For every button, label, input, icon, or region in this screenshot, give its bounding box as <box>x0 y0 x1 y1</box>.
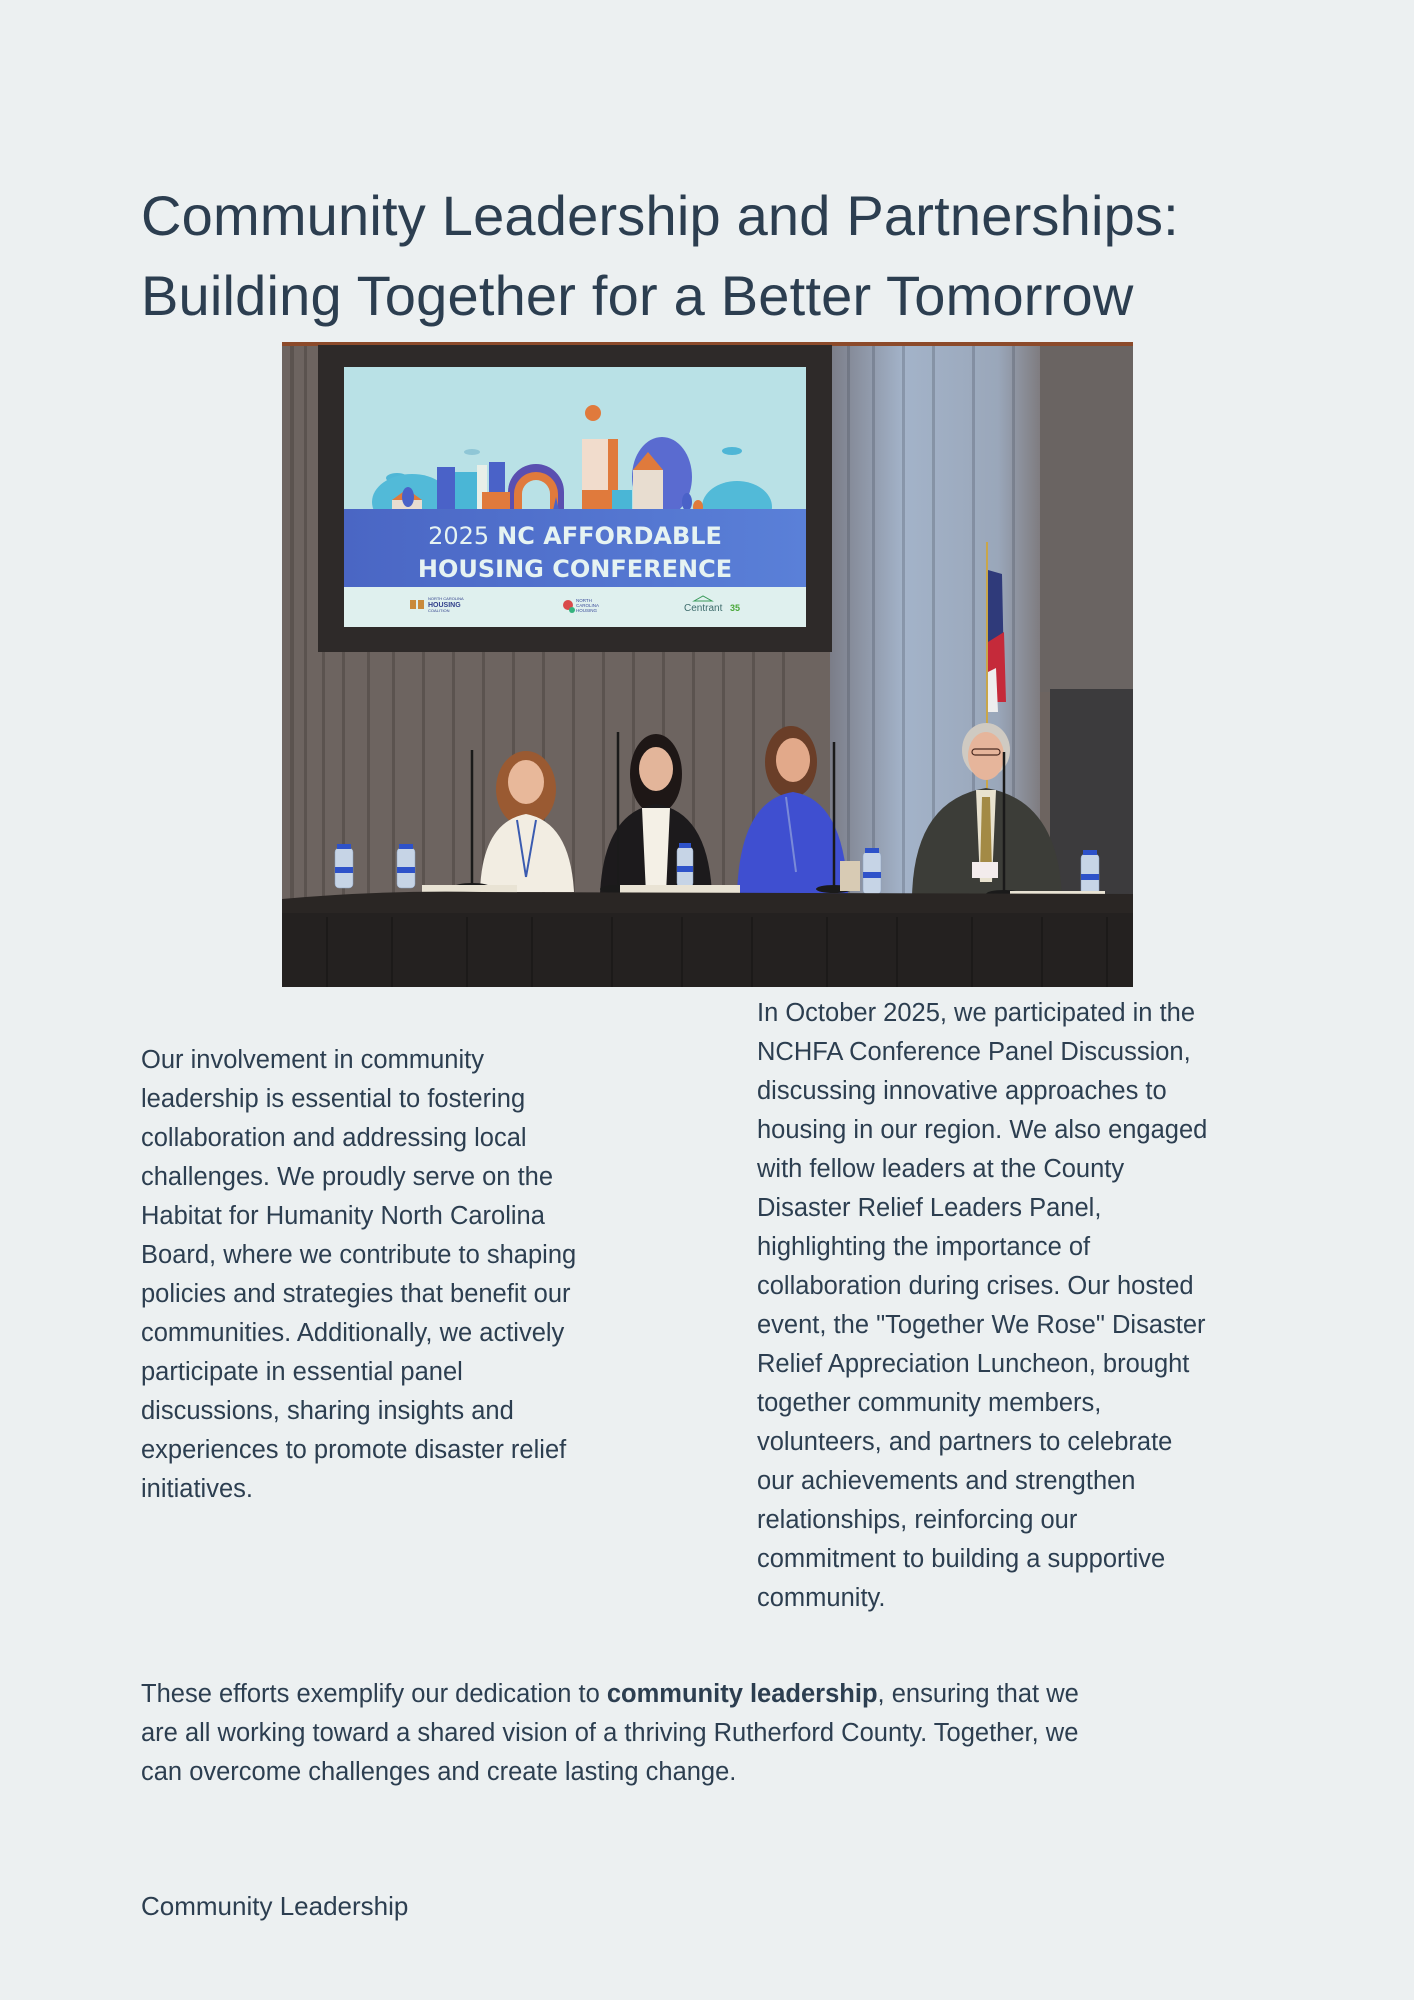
screen-title-line-2: HOUSING CONFERENCE <box>417 555 733 583</box>
text-line: collaboration during crises. Our hosted <box>757 1272 1194 1300</box>
text-line: discussions, sharing insights and <box>141 1397 514 1425</box>
text-line: event, the "Together We Rose" Disaster <box>757 1311 1206 1339</box>
right-column-paragraph <box>757 994 1297 1618</box>
text-line: Relief Appreciation Luncheon, brought <box>757 1350 1190 1378</box>
svg-text:NORTH: NORTH <box>576 598 592 603</box>
text-line: can overcome challenges and create lasting change. <box>141 1758 737 1786</box>
text-line: discussing innovative approaches to <box>757 1077 1167 1105</box>
text-line: are all working toward a shared vision of a thriving Rutherford County. Together, we <box>141 1719 1079 1747</box>
svg-text:35: 35 <box>730 603 741 613</box>
text-line: relationships, reinforcing our <box>757 1506 1078 1534</box>
closing-paragraph <box>141 1675 1281 1792</box>
screen-title-line-1: 2025 NC AFFORDABLE <box>428 522 722 550</box>
text-line: communities. Additionally, we actively <box>141 1319 565 1347</box>
text-line: In October 2025, we participated in the <box>757 999 1196 1027</box>
sun-icon <box>585 405 601 421</box>
emphasis-community-leadership: community leadership <box>606 1680 878 1708</box>
title-line-2: Building Together for a Better Tomorrow <box>141 264 1134 327</box>
text-line: community. <box>757 1584 886 1612</box>
text-line: housing in our region. We also engaged <box>757 1116 1208 1144</box>
text-line: our achievements and strengthen <box>757 1467 1136 1495</box>
svg-text:HOUSING: HOUSING <box>428 602 461 609</box>
svg-text:CAROLINA: CAROLINA <box>576 603 600 608</box>
text-line: commitment to building a supportive <box>757 1545 1166 1573</box>
page-footer: Community Leadership <box>141 1891 409 1921</box>
svg-text:HOUSING: HOUSING <box>576 608 598 613</box>
text-line: Board, where we contribute to shaping <box>141 1241 577 1269</box>
left-column-paragraph <box>141 1041 681 1509</box>
text-line: with fellow leaders at the County <box>757 1155 1125 1183</box>
text-line: highlighting the importance of <box>757 1233 1091 1261</box>
conference-panel-photo <box>282 342 1133 987</box>
svg-text:COALITION: COALITION <box>428 608 450 613</box>
page-title <box>141 176 1291 336</box>
text-line: These efforts exemplify our dedication to community leadership, ensuring that we <box>141 1680 1079 1708</box>
text-line: Habitat for Humanity North Carolina <box>141 1202 545 1230</box>
text-line: volunteers, and partners to celebrate <box>757 1428 1173 1456</box>
text-line: leadership is essential to fostering <box>141 1085 526 1113</box>
svg-text:NORTH CAROLINA: NORTH CAROLINA <box>428 596 464 601</box>
text-line: Our involvement in community <box>141 1046 484 1074</box>
coffee-cup <box>840 861 860 891</box>
text-line: initiatives. <box>141 1475 253 1503</box>
svg-text:Centrant: Centrant <box>684 603 723 614</box>
text-line: policies and strategies that benefit our <box>141 1280 571 1308</box>
text-line: experiences to promote disaster relief <box>141 1436 567 1464</box>
text-line: collaboration and addressing local <box>141 1124 527 1152</box>
photo-illustration <box>282 342 1133 987</box>
text-line: challenges. We proudly serve on the <box>141 1163 554 1191</box>
title-line-1: Community Leadership and Partnerships: <box>141 184 1179 247</box>
text-line: participate in essential panel <box>141 1358 463 1386</box>
text-line: NCHFA Conference Panel Discussion, <box>757 1038 1191 1066</box>
text-line: together community members, <box>757 1389 1102 1417</box>
text-line: Disaster Relief Leaders Panel, <box>757 1194 1102 1222</box>
